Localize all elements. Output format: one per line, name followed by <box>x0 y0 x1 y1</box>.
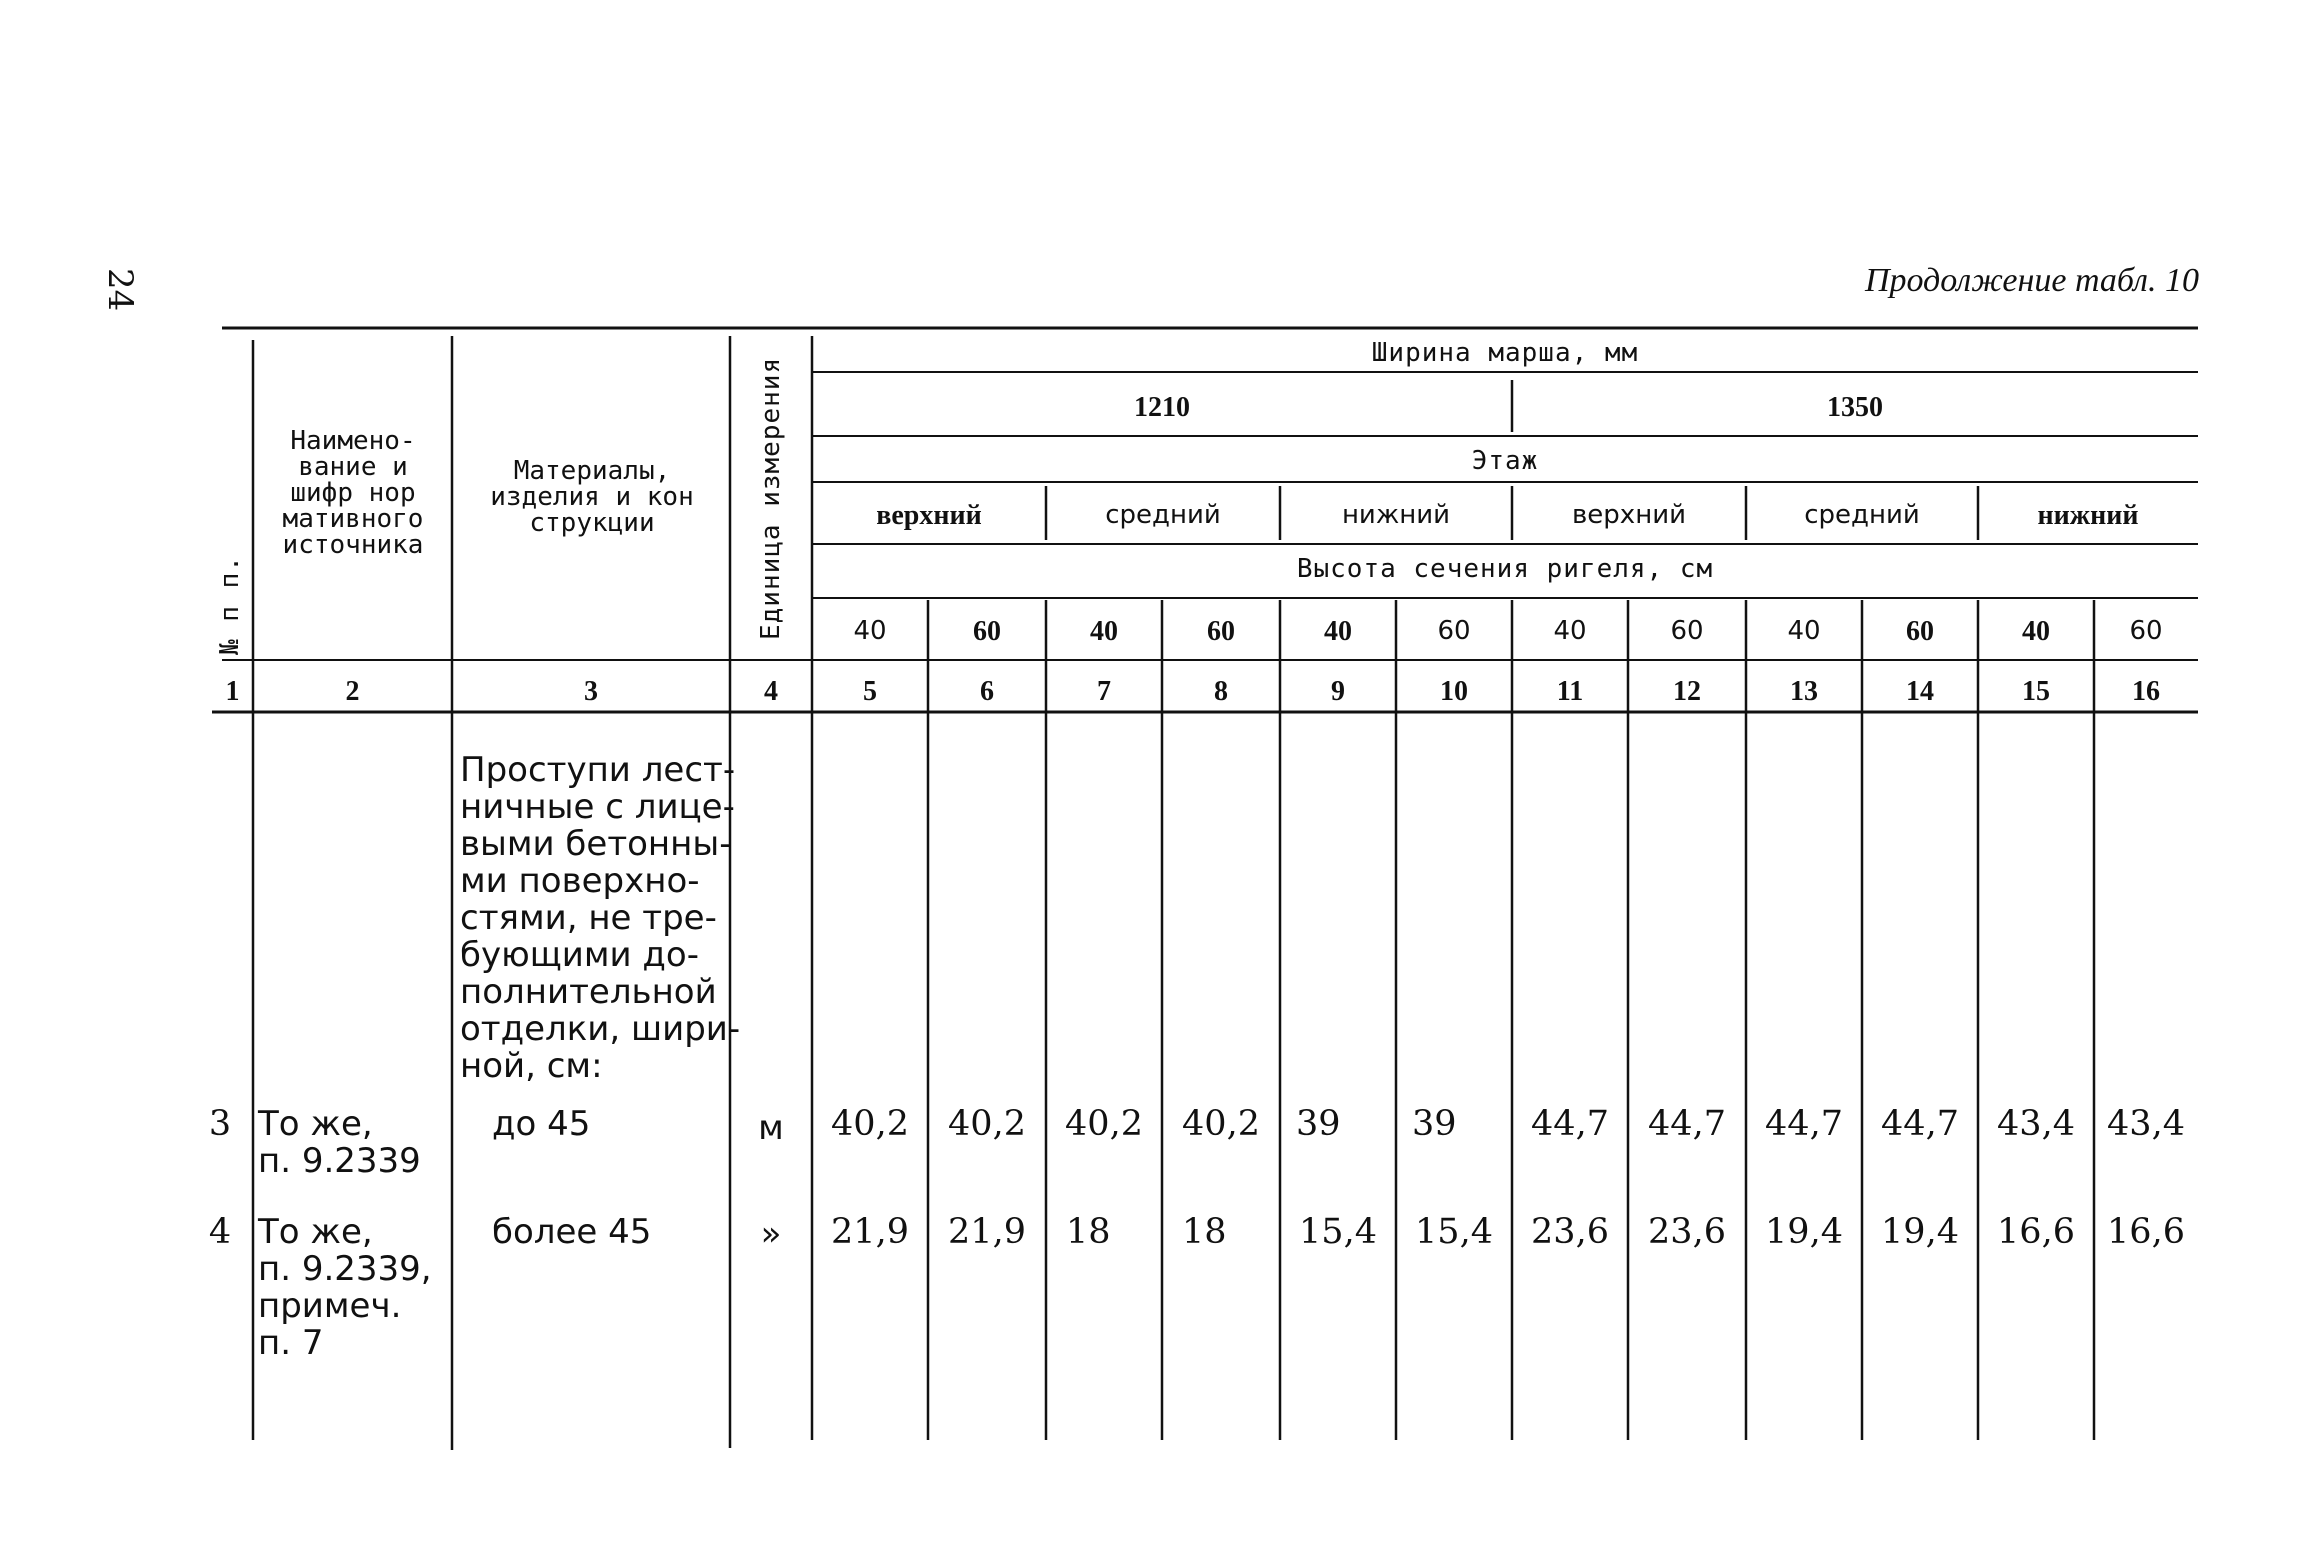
column-number: 13 <box>1790 676 1818 707</box>
header-height: 60 <box>1207 616 1235 647</box>
table-cell: 18 <box>1182 1212 1227 1252</box>
row-unit: » <box>760 1214 782 1254</box>
table-cell: 44,7 <box>1881 1104 1959 1144</box>
table-cell: 40,2 <box>1182 1104 1260 1144</box>
table-cell: 40,2 <box>1065 1104 1143 1144</box>
column-number: 3 <box>584 676 598 707</box>
header-floor-upper: верхний <box>1571 500 1686 530</box>
header-materials: Материалы, изделия и кон струкции <box>490 456 694 538</box>
row-source: То же, п. 9.2339, примеч. п. 7 <box>258 1212 432 1363</box>
table-cell: 15,4 <box>1299 1212 1377 1252</box>
header-floor-middle: средний <box>1804 500 1920 530</box>
header-floor-middle: средний <box>1105 500 1221 530</box>
column-number: 16 <box>2132 676 2160 707</box>
column-number: 5 <box>863 676 877 707</box>
header-height: 60 <box>973 616 1001 647</box>
column-number: 6 <box>980 676 994 707</box>
column-number: 11 <box>1556 676 1584 707</box>
column-number: 10 <box>1440 676 1468 707</box>
header-height: 40 <box>1787 616 1821 646</box>
header-height: 40 <box>1324 616 1352 647</box>
column-number: 1 <box>225 676 240 707</box>
table-cell: 18 <box>1066 1212 1111 1252</box>
column-number: 14 <box>1906 676 1934 707</box>
header-floor-upper: верхний <box>876 500 982 531</box>
column-number: 7 <box>1097 676 1111 707</box>
header-unit: Единица измерения <box>756 356 786 640</box>
header-height: 60 <box>1906 616 1934 647</box>
page-number: 24 <box>100 268 140 312</box>
header-height: 40 <box>1553 616 1587 646</box>
table-cell: 40,2 <box>831 1104 909 1144</box>
table-cell: 23,6 <box>1531 1212 1609 1252</box>
table-cell: 39 <box>1412 1104 1457 1144</box>
row-source: То же, п. 9.2339 <box>258 1104 421 1181</box>
header-source: Наимено- вание и шифр нор мативного источника <box>282 426 424 560</box>
table-cell: 19,4 <box>1765 1212 1843 1252</box>
table-cell: 43,4 <box>1997 1104 2075 1144</box>
column-number: 12 <box>1673 676 1701 707</box>
table-caption: Продолжение табл. 10 <box>1864 262 2199 299</box>
header-width-1210: 1210 <box>1134 392 1190 423</box>
header-floor-title: Этаж <box>1471 446 1539 476</box>
row-material: до 45 <box>492 1104 591 1144</box>
header-width-title: Ширина марша, мм <box>1371 338 1639 368</box>
column-number: 9 <box>1331 676 1345 707</box>
table-cell: 43,4 <box>2107 1104 2185 1144</box>
header-height: 60 <box>1437 616 1471 646</box>
header-height-title: Высота сечения ригеля, см <box>1296 554 1714 584</box>
row-number: 3 <box>208 1104 232 1144</box>
header-floor-lower: нижний <box>1341 500 1451 530</box>
header-col-number: № п п. <box>215 555 245 655</box>
header-width-1350: 1350 <box>1827 392 1883 423</box>
table-cell: 19,4 <box>1881 1212 1959 1252</box>
table-cell: 23,6 <box>1648 1212 1726 1252</box>
table-cell: 44,7 <box>1765 1104 1843 1144</box>
table-cell: 40,2 <box>948 1104 1026 1144</box>
table-cell: 21,9 <box>948 1212 1026 1252</box>
table-cell: 39 <box>1296 1104 1341 1144</box>
header-height: 40 <box>1090 616 1118 647</box>
row-number: 4 <box>208 1212 232 1252</box>
table-cell: 15,4 <box>1415 1212 1493 1252</box>
header-height: 60 <box>1670 616 1704 646</box>
header-height: 40 <box>2022 616 2050 647</box>
header-height: 60 <box>2129 616 2163 646</box>
header-floor-lower: нижний <box>2037 500 2139 531</box>
intro-text: Проступи лест- ничные с лице- выми бетонны- ми поверхно- стями, не тре- бующими до- полнительной отделки, шири- ной, см: <box>460 750 741 1086</box>
table-cell: 44,7 <box>1531 1104 1609 1144</box>
table-cell: 16,6 <box>2107 1212 2185 1252</box>
table-cell: 16,6 <box>1997 1212 2075 1252</box>
row-material: более 45 <box>492 1212 652 1252</box>
column-number: 2 <box>345 676 360 707</box>
table-cell: 21,9 <box>831 1212 909 1252</box>
row-unit: м <box>758 1108 784 1148</box>
table-cell: 44,7 <box>1648 1104 1726 1144</box>
column-number: 4 <box>764 676 778 707</box>
header-height: 40 <box>853 616 887 646</box>
column-number: 8 <box>1214 676 1228 707</box>
column-number: 15 <box>2022 676 2050 707</box>
